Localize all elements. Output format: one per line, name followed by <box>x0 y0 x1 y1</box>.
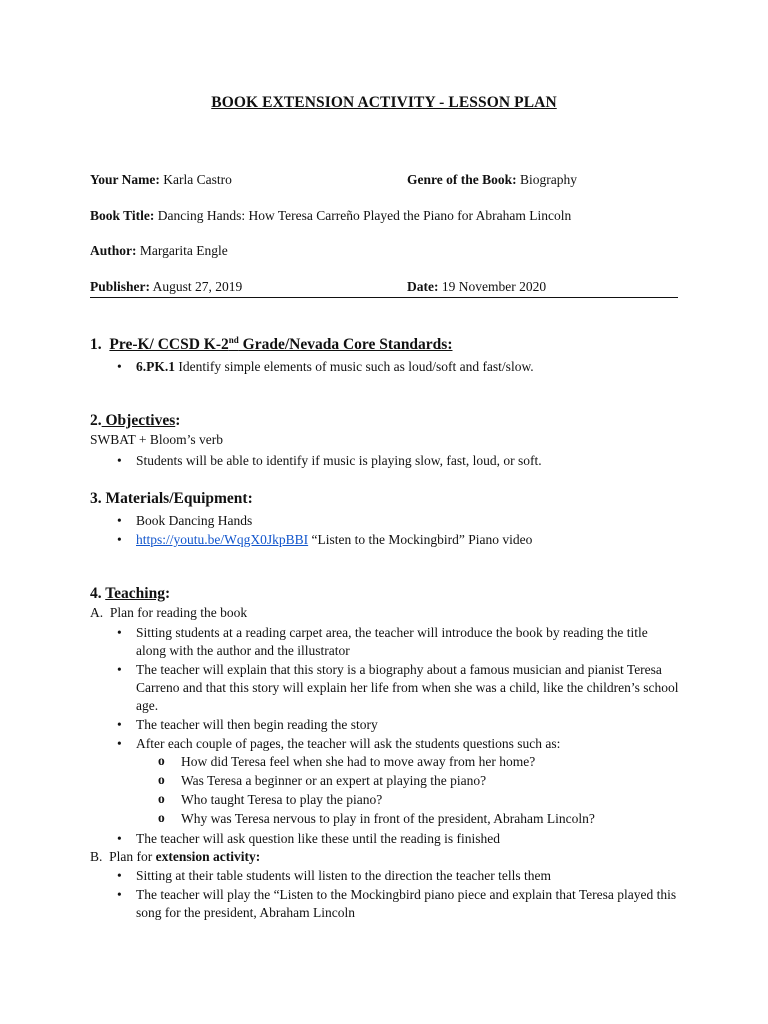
plan-b-bullet-1: • Sitting at their table students will listen to the direction the teacher tells them <box>136 867 681 885</box>
book-title-label: Book Title: <box>90 208 155 223</box>
section-2-title: Objectives <box>101 412 176 429</box>
date-value: 19 November 2020 <box>441 279 547 294</box>
author-label: Author: <box>90 243 137 258</box>
section-1-title-post: Grade/Nevada Core Standards: <box>238 336 453 353</box>
plan-a-text: Plan for reading the book <box>109 605 248 620</box>
page-title: BOOK EXTENSION ACTIVITY - LESSON PLAN <box>211 94 557 111</box>
name-row <box>90 172 232 188</box>
plan-b-text-pre: Plan for <box>109 849 156 864</box>
objectives-subtitle: SWBAT + Bloom’s verb <box>90 432 223 447</box>
standard-code: 6.PK.1 <box>136 359 175 374</box>
date-row <box>407 279 546 295</box>
objective-item: • Students will be able to identify if music is playing slow, fast, loud, or soft. <box>136 452 681 470</box>
author-row <box>90 243 228 259</box>
plan-a-bullet-1: • Sitting students at a reading carpet area, the teacher will introduce the book by reading the title along with the author and the illustrator <box>136 624 681 660</box>
genre-row <box>407 172 577 188</box>
plan-b-label: B. <box>90 849 103 864</box>
genre-label: Genre of the Book: <box>407 172 517 187</box>
name-value: Karla Castro <box>163 172 232 187</box>
section-1-number: 1. <box>90 336 102 353</box>
plan-a-bullet-3: • The teacher will then begin reading the story <box>136 716 681 734</box>
divider <box>90 297 678 298</box>
standard-item <box>136 358 681 376</box>
name-label: Your Name: <box>90 172 160 187</box>
materials-item-book: • Book Dancing Hands <box>136 512 681 530</box>
section-1-title-sup: nd <box>228 335 239 345</box>
section-2-colon: : <box>175 412 181 429</box>
publisher-row <box>90 279 242 295</box>
section-4-title: Teaching <box>105 585 165 602</box>
book-title-value: Dancing Hands: How Teresa Carreño Played the Piano for Abraham Lincoln <box>157 208 572 223</box>
date-label: Date: <box>407 279 439 294</box>
plan-a-label: A. <box>90 605 104 620</box>
publisher-value: August 27, 2019 <box>152 279 243 294</box>
section-1-title <box>109 336 452 353</box>
question-1: o How did Teresa feel when she had to move away from her home? <box>181 753 681 771</box>
plan-a-bullet-5: • The teacher will ask question like these until the reading is finished <box>136 830 681 848</box>
publisher-label: Publisher: <box>90 279 151 294</box>
plan-b-text-bold: extension activity: <box>155 849 261 864</box>
plan-b-heading <box>90 849 260 865</box>
section-4-heading <box>90 585 170 603</box>
section-2-heading <box>90 412 180 430</box>
section-2-number: 2. <box>90 412 102 429</box>
section-4-number: 4. <box>90 585 106 602</box>
standard-text: Identify simple elements of music such as loud/soft and fast/slow. <box>175 359 534 374</box>
book-title-row <box>90 208 571 224</box>
section-4-colon: : <box>164 585 171 602</box>
section-1-title-pre: Pre-K/ CCSD K-2 <box>109 336 229 353</box>
materials-item-video <box>136 531 681 549</box>
section-1-heading <box>90 336 453 354</box>
plan-a-bullet-4: • After each couple of pages, the teacher will ask the students questions such as: <box>136 735 681 753</box>
author-value: Margarita Engle <box>139 243 228 258</box>
plan-a-heading <box>90 605 247 621</box>
video-link-description: “Listen to the Mockingbird” Piano video <box>308 532 533 547</box>
question-2: o Was Teresa a beginner or an expert at playing the piano? <box>181 772 681 790</box>
video-link[interactable]: https://youtu.be/WqgX0JkpBBI <box>136 532 309 547</box>
question-3: o Who taught Teresa to play the piano? <box>181 791 681 809</box>
genre-value: Biography <box>520 172 577 187</box>
plan-b-bullet-2: • The teacher will play the “Listen to the Mockingbird piano piece and explain that Teresa played this song for the president, Abraham Lincoln <box>136 886 681 922</box>
plan-a-bullet-2: • The teacher will explain that this story is a biography about a famous musician and pianist Teresa Carreno and that this story will explain her life from when she was a child, like the children’s school age. <box>136 661 681 715</box>
section-3-heading: 3. Materials/Equipment: <box>90 490 253 507</box>
question-4: o Why was Teresa nervous to play in front of the president, Abraham Lincoln? <box>181 810 681 828</box>
